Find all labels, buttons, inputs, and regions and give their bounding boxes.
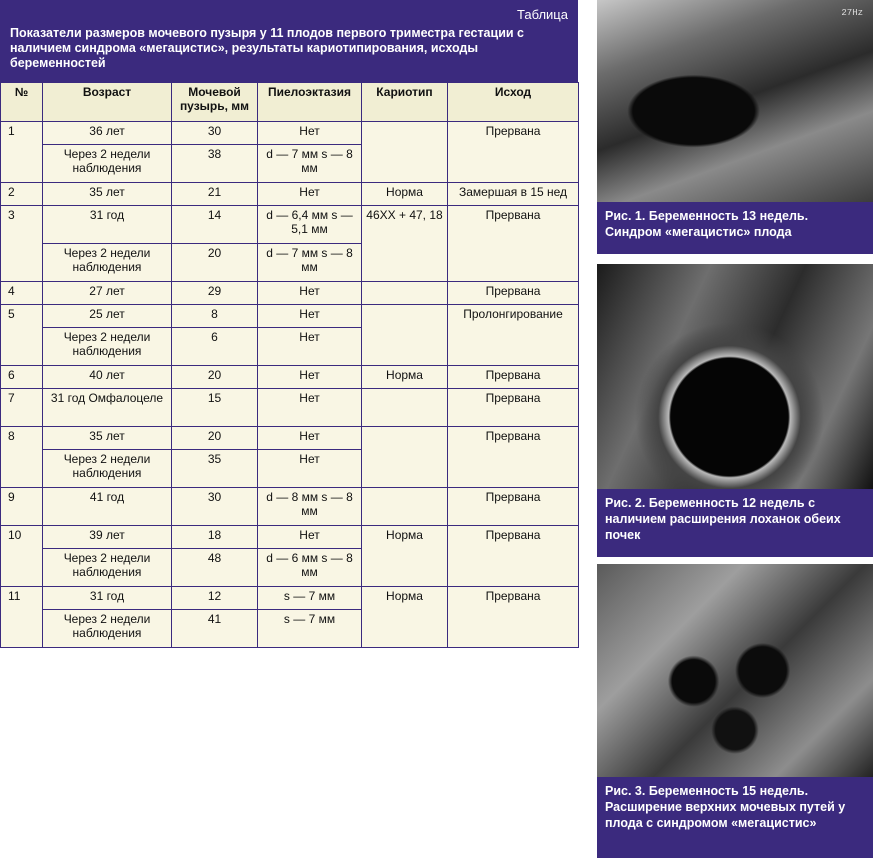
cell-bladder: 21 <box>172 183 258 206</box>
cell-bladder: 38 <box>172 145 258 183</box>
figure-3-caption-text: Беременность 15 недель. Расширение верхних мочевых путей у плода с синдромом «мегацистис» <box>605 784 846 830</box>
figure-3-label: Рис. 3. <box>605 784 646 798</box>
cell-outcome: Прервана <box>448 488 579 526</box>
cell-number: 1 <box>1 122 43 183</box>
cell-outcome: Пролонгирование <box>448 305 579 366</box>
table-label: Таблица <box>517 7 568 22</box>
cell-number: 2 <box>1 183 43 206</box>
cell-bladder: 6 <box>172 328 258 366</box>
ultrasound-image-3 <box>597 564 873 777</box>
cell-number: 4 <box>1 282 43 305</box>
cell-age: 25 лет <box>43 305 172 328</box>
cell-outcome: Замершая в 15 нед <box>448 183 579 206</box>
cell-pyelectasis: d — 7 мм s — 8 мм <box>258 145 362 183</box>
ultrasound-image-1 <box>597 0 873 202</box>
cell-outcome: Прервана <box>448 389 579 427</box>
cell-pyelectasis: d — 8 мм s — 8 мм <box>258 488 362 526</box>
cell-outcome: Прервана <box>448 526 579 587</box>
cell-bladder: 20 <box>172 427 258 450</box>
cell-karyotype: Норма <box>362 526 448 587</box>
table-row <box>1 206 579 244</box>
cell-bladder: 29 <box>172 282 258 305</box>
table-row <box>1 305 579 328</box>
cell-age: Через 2 недели наблюдения <box>43 244 172 282</box>
cell-bladder: 30 <box>172 488 258 526</box>
cell-age: 36 лет <box>43 122 172 145</box>
cell-age: Через 2 недели наблюдения <box>43 549 172 587</box>
cell-number: 7 <box>1 389 43 427</box>
cell-pyelectasis: Нет <box>258 305 362 328</box>
cell-number: 8 <box>1 427 43 488</box>
cell-bladder: 12 <box>172 587 258 610</box>
cell-karyotype: Норма <box>362 183 448 206</box>
cell-pyelectasis: Нет <box>258 366 362 389</box>
col-header-bladder: Мочевой пузырь, мм <box>172 83 258 122</box>
image-1-text: 27Hz <box>841 8 863 18</box>
cell-pyelectasis: Нет <box>258 328 362 366</box>
cell-age: Через 2 недели наблюдения <box>43 145 172 183</box>
cell-pyelectasis: Нет <box>258 526 362 549</box>
cell-pyelectasis: Нет <box>258 282 362 305</box>
cell-karyotype <box>362 488 448 526</box>
cell-bladder: 20 <box>172 366 258 389</box>
col-header-pyelectasis: Пиелоэктазия <box>258 83 362 122</box>
cell-karyotype <box>362 122 448 183</box>
table-row <box>1 183 579 206</box>
figure-3-caption <box>597 777 873 858</box>
figure-2 <box>597 264 873 557</box>
table-row <box>1 389 579 427</box>
cell-age: 27 лет <box>43 282 172 305</box>
figure-1-label: Рис. 1. <box>605 209 646 223</box>
cell-karyotype: Норма <box>362 587 448 648</box>
cell-number: 9 <box>1 488 43 526</box>
cell-bladder: 48 <box>172 549 258 587</box>
cell-bladder: 8 <box>172 305 258 328</box>
table-row <box>1 427 579 450</box>
cell-karyotype <box>362 389 448 427</box>
cell-karyotype: Норма <box>362 366 448 389</box>
cell-pyelectasis: d — 6,4 мм s — 5,1 мм <box>258 206 362 244</box>
cell-age: 40 лет <box>43 366 172 389</box>
figure-2-label: Рис. 2. <box>605 496 646 510</box>
cell-outcome: Прервана <box>448 122 579 183</box>
cell-outcome: Прервана <box>448 206 579 282</box>
cell-number: 10 <box>1 526 43 587</box>
figure-1-caption <box>597 202 873 254</box>
figure-1 <box>597 0 873 254</box>
cell-bladder: 14 <box>172 206 258 244</box>
cell-outcome: Прервана <box>448 587 579 648</box>
cell-outcome: Прервана <box>448 427 579 488</box>
cell-number: 3 <box>1 206 43 282</box>
cell-pyelectasis: s — 7 мм <box>258 610 362 648</box>
cell-age: 39 лет <box>43 526 172 549</box>
table-row <box>1 526 579 549</box>
col-header-age: Возраст <box>43 83 172 122</box>
table-row <box>1 366 579 389</box>
cell-pyelectasis: d — 6 мм s — 8 мм <box>258 549 362 587</box>
cell-karyotype: 46XX + 47, 18 <box>362 206 448 282</box>
cell-karyotype <box>362 427 448 488</box>
cell-age: 31 год <box>43 206 172 244</box>
table-header <box>0 0 578 82</box>
table-title: Показатели размеров мочевого пузыря у 11 плодов первого триместра гестации с наличием синдрома «мегацистис», результаты кариотипирования, исходы беременностей <box>10 26 524 70</box>
col-header-number: № <box>1 83 43 122</box>
cell-age: 35 лет <box>43 183 172 206</box>
cell-pyelectasis: Нет <box>258 389 362 427</box>
figure-2-caption <box>597 489 873 557</box>
cell-number: 6 <box>1 366 43 389</box>
cell-pyelectasis: Нет <box>258 183 362 206</box>
table-row <box>1 488 579 526</box>
cell-pyelectasis: Нет <box>258 427 362 450</box>
cell-number: 11 <box>1 587 43 648</box>
table-row <box>1 122 579 145</box>
cell-bladder: 41 <box>172 610 258 648</box>
cell-pyelectasis: d — 7 мм s — 8 мм <box>258 244 362 282</box>
figure-1-caption-text: Беременность 13 недель. Синдром «мегацистис» плода <box>605 209 809 239</box>
cell-karyotype <box>362 305 448 366</box>
cell-age: 31 год Омфалоцеле <box>43 389 172 427</box>
cell-outcome: Прервана <box>448 282 579 305</box>
col-header-karyotype: Кариотип <box>362 83 448 122</box>
cell-age: 35 лет <box>43 427 172 450</box>
cell-age: Через 2 недели наблюдения <box>43 328 172 366</box>
figure-2-caption-text: Беременность 12 недель с наличием расширения лоханок обеих почек <box>605 496 841 542</box>
data-table <box>0 82 579 648</box>
cell-outcome: Прервана <box>448 366 579 389</box>
cell-age: Через 2 недели наблюдения <box>43 610 172 648</box>
cell-pyelectasis: Нет <box>258 122 362 145</box>
cell-age: Через 2 недели наблюдения <box>43 450 172 488</box>
cell-bladder: 15 <box>172 389 258 427</box>
cell-karyotype <box>362 282 448 305</box>
cell-age: 31 год <box>43 587 172 610</box>
cell-bladder: 30 <box>172 122 258 145</box>
cell-age: 41 год <box>43 488 172 526</box>
figure-3 <box>597 564 873 858</box>
cell-pyelectasis: s — 7 мм <box>258 587 362 610</box>
cell-bladder: 35 <box>172 450 258 488</box>
cell-pyelectasis: Нет <box>258 450 362 488</box>
cell-bladder: 18 <box>172 526 258 549</box>
table-row <box>1 282 579 305</box>
table-row <box>1 587 579 610</box>
cell-number: 5 <box>1 305 43 366</box>
ultrasound-image-2 <box>597 264 873 489</box>
cell-bladder: 20 <box>172 244 258 282</box>
col-header-outcome: Исход <box>448 83 579 122</box>
